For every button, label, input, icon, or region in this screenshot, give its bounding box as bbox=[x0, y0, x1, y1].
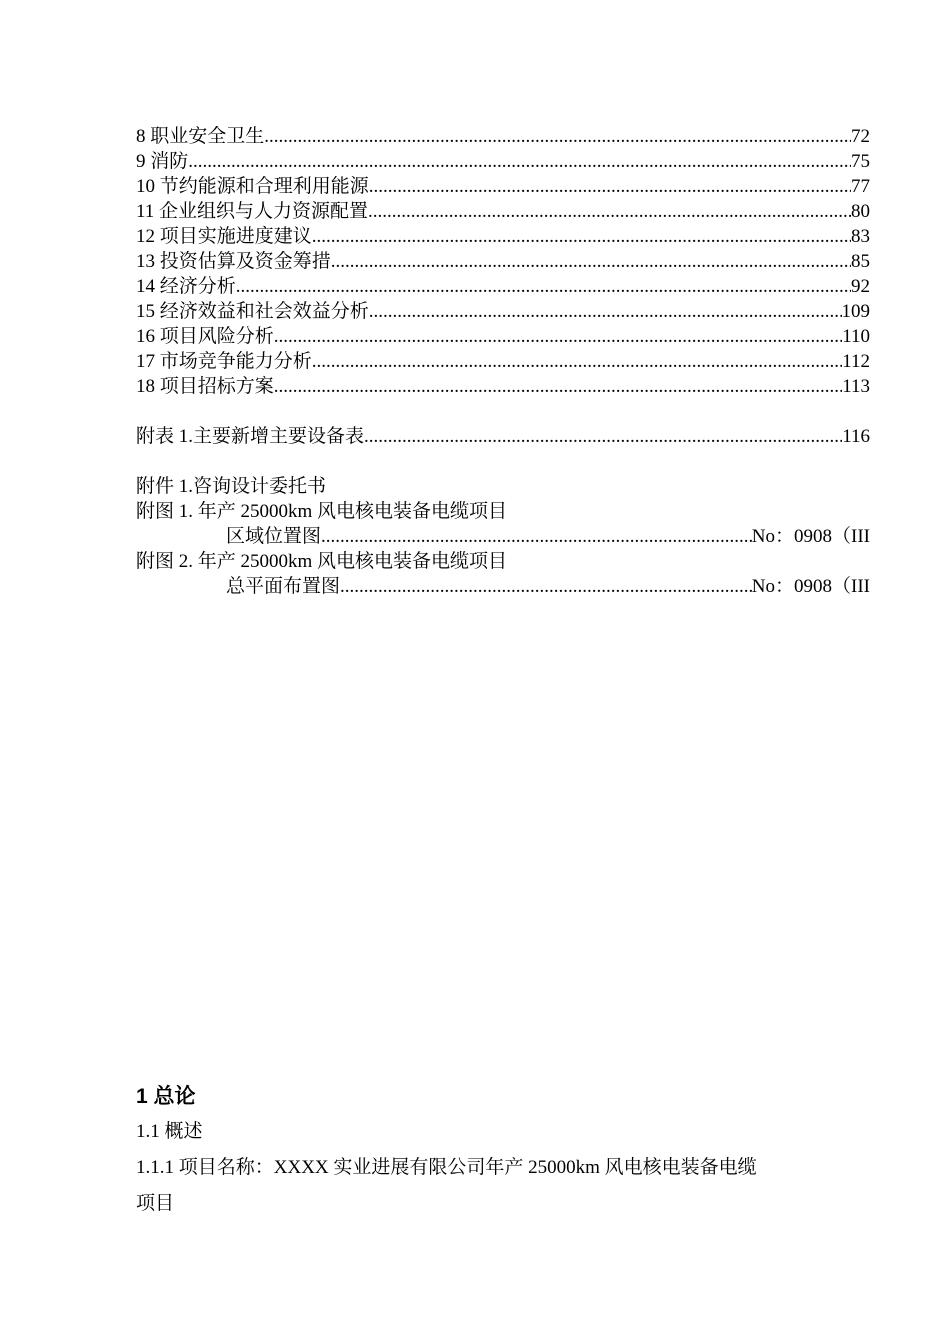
toc-entry-page: 85 bbox=[851, 251, 870, 272]
toc-entry-page: 110 bbox=[842, 326, 870, 347]
toc-leader-dots bbox=[340, 574, 752, 599]
toc-entry[interactable] bbox=[136, 374, 870, 399]
toc-entry-page: 109 bbox=[841, 301, 870, 322]
toc-entry-page: 83 bbox=[851, 226, 870, 247]
toc-leader-dots bbox=[274, 374, 842, 399]
toc-entry-label: 15 经济效益和社会效益分析 bbox=[136, 301, 369, 322]
toc-entry-label: 附表 1.主要新增主要设备表 bbox=[136, 426, 365, 447]
toc-entry-label: 8 职业安全卫生 bbox=[136, 126, 265, 147]
toc-entry-page: 112 bbox=[842, 351, 870, 372]
toc-entry-page: No：0908（III bbox=[751, 576, 870, 597]
toc-entry-figure2[interactable] bbox=[136, 574, 870, 599]
toc-entry-page: 77 bbox=[851, 176, 870, 197]
toc-entry-label: 区域位置图 bbox=[226, 526, 322, 547]
toc-entry[interactable] bbox=[136, 174, 870, 199]
toc-entry-label: 10 节约能源和合理利用能源 bbox=[136, 176, 369, 197]
toc-entry-label: 9 消防 bbox=[136, 151, 189, 172]
toc-spacer bbox=[136, 399, 870, 424]
toc-entry[interactable] bbox=[136, 274, 870, 299]
toc-leader-dots bbox=[369, 299, 842, 324]
toc-entry-label: 14 经济分析 bbox=[136, 276, 236, 297]
toc-spacer bbox=[136, 449, 870, 474]
toc-entry-figure1-title[interactable]: 附图 1. 年产 25000km 风电核电装备电缆项目 bbox=[136, 501, 508, 522]
toc-entry-label: 13 投资估算及资金筹措 bbox=[136, 251, 331, 272]
toc-entry[interactable] bbox=[136, 224, 870, 249]
toc-entry[interactable] bbox=[136, 124, 870, 149]
toc-entry-label: 12 项目实施进度建议 bbox=[136, 226, 312, 247]
toc-entry-page: 72 bbox=[851, 126, 870, 147]
toc-leader-dots bbox=[331, 249, 851, 274]
toc-entry-label: 16 项目风险分析 bbox=[136, 326, 274, 347]
toc-entry-page: 80 bbox=[851, 201, 870, 222]
toc-entry[interactable] bbox=[136, 299, 870, 324]
toc-leader-dots bbox=[274, 324, 842, 349]
toc-entry[interactable] bbox=[136, 349, 870, 374]
table-of-contents bbox=[136, 124, 870, 599]
toc-entry-page: 92 bbox=[851, 276, 870, 297]
paragraph-line: 项目 bbox=[136, 1193, 175, 1214]
section-subheading: 1.1 概述 bbox=[136, 1121, 203, 1142]
toc-leader-dots bbox=[368, 199, 851, 224]
toc-leader-dots bbox=[312, 349, 842, 374]
toc-entry-appendix-table[interactable] bbox=[136, 424, 870, 449]
toc-leader-dots bbox=[369, 174, 851, 199]
toc-entry-attachment[interactable]: 附件 1.咨询设计委托书 bbox=[136, 476, 327, 497]
toc-leader-dots bbox=[321, 524, 752, 549]
toc-entry-page: 113 bbox=[842, 376, 870, 397]
toc-entry-page: 116 bbox=[842, 426, 870, 447]
toc-entry-label: 18 项目招标方案 bbox=[136, 376, 274, 397]
toc-entry-label: 17 市场竞争能力分析 bbox=[136, 351, 312, 372]
toc-entry[interactable] bbox=[136, 149, 870, 174]
toc-entries bbox=[136, 124, 870, 399]
section-overview bbox=[136, 1080, 876, 1222]
toc-entry-figure2-title[interactable]: 附图 2. 年产 25000km 风电核电装备电缆项目 bbox=[136, 551, 508, 572]
section-heading: 1 总论 bbox=[136, 1085, 196, 1108]
toc-entry[interactable] bbox=[136, 199, 870, 224]
paragraph-line: 1.1.1 项目名称：XXXX 实业进展有限公司年产 25000km 风电核电装备电缆 bbox=[136, 1157, 757, 1178]
toc-leader-dots bbox=[188, 149, 851, 174]
toc-entry-page: 75 bbox=[851, 151, 870, 172]
toc-leader-dots bbox=[364, 424, 842, 449]
toc-entry[interactable] bbox=[136, 249, 870, 274]
toc-entry-label: 总平面布置图 bbox=[226, 576, 341, 597]
toc-leader-dots bbox=[264, 124, 851, 149]
toc-leader-dots bbox=[312, 224, 851, 249]
toc-leader-dots bbox=[236, 274, 851, 299]
toc-entry-figure1[interactable] bbox=[136, 524, 870, 549]
toc-entry-page: No：0908（III bbox=[751, 526, 870, 547]
toc-entry-label: 11 企业组织与人力资源配置 bbox=[136, 201, 369, 222]
toc-entry[interactable] bbox=[136, 324, 870, 349]
